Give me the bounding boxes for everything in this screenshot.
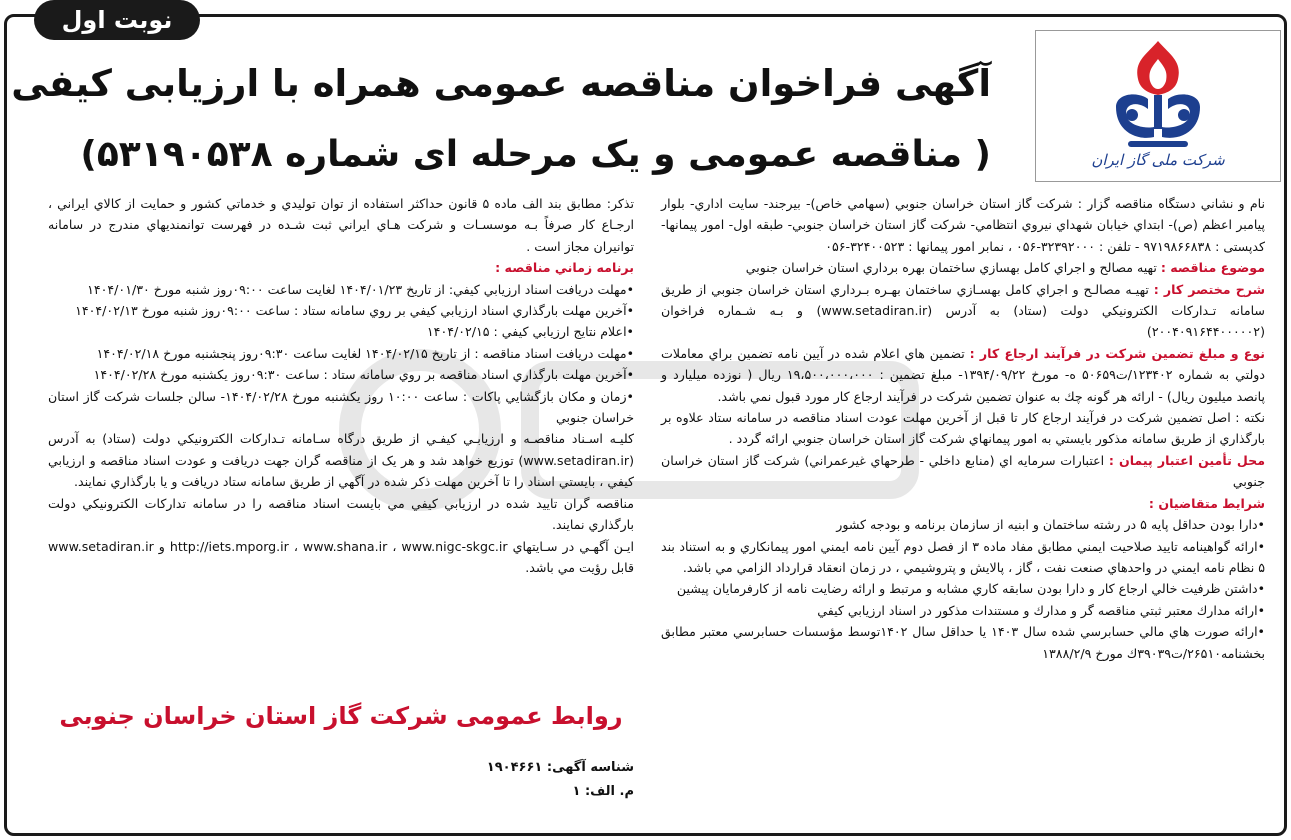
- logo-caption: شرکت ملی گاز ایران: [1091, 151, 1225, 169]
- websites-paragraph: ايـن آگهـي در سـايتهاي http://iets.mporg.ir ، www.shana.ir ، www.nigc-skgc.ir و www.setadiran.ir قابل رؤيت مي باشد.: [48, 538, 634, 575]
- schedule-item: •آخرين مهلت بارگذاري اسناد مناقصه بر روي سامانه ستاد : ساعت ۰۹:۳۰روز يکشنبه مورخ ۱۴۰۴/۰۲/۲۸: [93, 367, 634, 383]
- documents-paragraph: كليـه اسـناد مناقصـه و ارزيابـي كيفـي از طريق درگاه سـامانه تـداركات الكترونيكي دولت (ستاد) به آدرس (www.setadiran.ir) توزيع خواهد شد و هر يک از مناقصه گران جهت دريافت و عودت اسناد مناقصه و ارزيابي كيفي ، بايستي اسناد را تا آخرين مهلت ذکر شده در آگهي از طريق سامانه ستاد دريافت و يا بارگذاري نمايند.: [48, 431, 634, 490]
- requirement-item: •داشتن ظرفيت خالي ارجاع کار و دارا بودن سابقه کاري مشابه و مرتبط و ارائه رضايت نامه از کارفرمايان پيشين: [676, 581, 1265, 597]
- right-column: [661, 193, 1265, 664]
- left-column: [48, 193, 634, 578]
- schedule-heading: برنامه زماني مناقصه :: [495, 260, 634, 276]
- guarantee-note: نکته : اصل تضمين شرکت در فرآيند ارجاع کار تا قبل از آخرين مهلت عودت اسناد مناقصه در سامانه ستاد علاوه بر بارگذاري از طريق سامانه مذکور بايستي به امور پيمانهاي شرکت گاز استان خراسان جنوبي ارائه گردد .: [661, 410, 1265, 447]
- funding-label: محل تأمين اعتبار پيمان :: [1108, 452, 1265, 468]
- subject-label: موضوع مناقصه :: [1160, 260, 1265, 276]
- schedule-item: •اعلام نتايج ارزيابي کيفي : ۱۴۰۴/۰۲/۱۵: [426, 324, 634, 340]
- ad-id: شناسه آگهی: ۱۹۰۴۶۶۱: [486, 760, 634, 775]
- requirement-item: •ارائه مدارك معتبر ثبتي مناقصه گر و مدارك و مستندات مذکور در اسناد ارزيابي کيفي: [817, 602, 1265, 618]
- subject-paragraph: [661, 257, 1265, 278]
- requirement-item: •دارا بودن حداقل پايه ۵ در رشته ساختمان و ابنيه از سازمان برنامه و بودجه کشور: [836, 517, 1265, 533]
- funding-paragraph: [661, 450, 1265, 493]
- guarantee-label: نوع و مبلغ تضمين شرکت در فرآيند ارجاع کار :: [969, 345, 1265, 361]
- upload-paragraph: مناقصه گران تاييد شده در ارزيابي کيفي مي بايست اسناد مناقصه را در سامانه تدارکات الکترونيکي دولت بارگذاري نمايند.: [48, 495, 634, 533]
- flame-logo-icon: [1098, 37, 1218, 155]
- brief-description-label: شرح مختصر کار :: [1153, 281, 1266, 297]
- guarantee-text: تضمين هاي اعلام شده در آيين نامه تضمين براي معاملات دولتي به شماره ۱۲۳۴۰۲/ت۵۰۶۵۹ ه- مورخ ۱۳۹۴/۰۹/۲۲- مبلغ تضمين : ۱۹،۵۰۰،۰۰۰،۰۰۰ ريال ( نوزده ميليارد و پانصد ميليون ريال) - ارائه هر گونه چك به عنوان تضمين شرکت در فرآيند ارجاع کار مورد قبول نمي باشد.: [661, 345, 1265, 404]
- organizer-address: نام و نشاني دستگاه مناقصه گزار : شرکت گاز استان خراسان جنوبي (سهامي خاص)- بيرجند- سايت اداري- بلوار پيامبر اعظم (ص)- ابتداي خيابان شهداي نيروي انتظامي- شرکت گاز استان خراسان جنوبي- طبقه اول- امور پيمانها- کدپستی : ۹۷۱۹۸۶۶۸۳۸ - تلفن : ۳۲۳۹۲۰۰۰-۰۵۶ ، نمابر امور پيمانها : ۳۲۴۰۰۵۲۳-۰۵۶: [661, 196, 1265, 254]
- schedule-item: •مهلت دريافت اسناد ارزيابي کيفي: از تاريخ ۱۴۰۴/۰۱/۲۳ لغايت ساعت ۰۹:۰۰روز شنبه مورخ ۱۴۰۴/۰۱/۳۰: [87, 281, 634, 297]
- guarantee-paragraph: [661, 343, 1265, 407]
- schedule-item: •مهلت دريافت اسناد مناقصه : از تاريخ ۱۴۰۴/۰۲/۱۵ لغايت ساعت ۰۹:۳۰روز پنجشنبه مورخ ۱۴۰۴/۰۲/۱۸: [96, 345, 634, 361]
- brief-description-paragraph: [661, 279, 1265, 343]
- requirement-item: •ارائه گواهينامه تاييد صلاحيت ايمني مطابق مفاد ماده ۳ از فصل دوم آيين نامه ايمني امور پيمانکاري و به استناد بند ۵ نظام نامه ايمني در واحدهاي صنعت نفت ، گاز ، پالايش و پتروشيمي ، در زمان انعقاد قرارداد الزامي مي باشد.: [661, 538, 1265, 575]
- schedule-item: •زمان و مکان بازگشايي پاکات : ساعت ۱۰:۰۰ روز يکشنبه مورخ ۱۴۰۴/۰۲/۲۸- سالن جلسات شرکت گاز استان خراسان جنوبي: [48, 388, 634, 426]
- ma-alef: م. الف: ۱: [572, 784, 634, 799]
- funding-text: اعتبارات سرمايه اي (منابع داخلي - طرحهاي غيرعمراني) شرکت گاز استان خراسان جنوبي: [661, 452, 1265, 490]
- requirement-item: •ارائه صورت هاي مالي حسابرسي شده سال ۱۴۰۳ يا حداقل سال ۱۴۰۲توسط مؤسسات حسابرسي معتبر مطابق بخشنامه۲۶۵۱۰/ت۳۹۰۳۹ك مورخ ۱۳۸۸/۲/۹: [661, 624, 1265, 661]
- subject-text: تهيه مصالح و اجراي کامل بهسازي ساختمان بهره برداري استان خراسان جنوبي: [745, 260, 1161, 276]
- notice-paragraph: تذکر: مطابق بند الف ماده ۵ قانون حداکثر استفاده از توان توليدي و خدماتي کشور و حمايت از کالاي ايراني ، ارجـاع کار صرفاً بـه موسسـات و شرکت هـاي ايراني ثبت شـده در فهرست توانمنديهاي مندرج در سامانه توانيران مجاز است .: [48, 196, 635, 254]
- requirements-heading: شرايط متقاضيان :: [1148, 495, 1265, 511]
- brief-description-text: تهيـه مصالـح و اجراي کامل بهسـازي ساختمان بهـره بـرداري استان خراسان جنوبي از طريق سامانه تـدارکات الکترونيکي دولت (ستاد) به آدرس (www.setadiran.ir) و بـه شـماره فراخوان (۲۰۰۴۰۹۱۶۴۴۰۰۰۰۰۲): [661, 281, 1265, 340]
- ad-title: آگهی فراخوان مناقصه عمومی همراه با ارزیابی کیفی: [11, 62, 991, 105]
- public-relations-signature: روابط عمومی شرکت گاز استان خراسان جنوبی: [59, 702, 623, 730]
- ad-subtitle: ( مناقصه عمومی و یک مرحله ای شماره ۵۳۱۹۰۵۳۸): [80, 134, 991, 175]
- schedule-item: •آخرين مهلت بارگذاري اسناد ارزيابي کيفي بر روي سامانه ستاد : ساعت ۰۹:۰۰روز شنبه مورخ ۱۴۰۴/۰۲/۱۳: [75, 303, 634, 319]
- first-notice-badge: نوبت اول: [34, 0, 200, 40]
- nigc-logo: [1035, 30, 1281, 182]
- ad-meta: [334, 756, 634, 804]
